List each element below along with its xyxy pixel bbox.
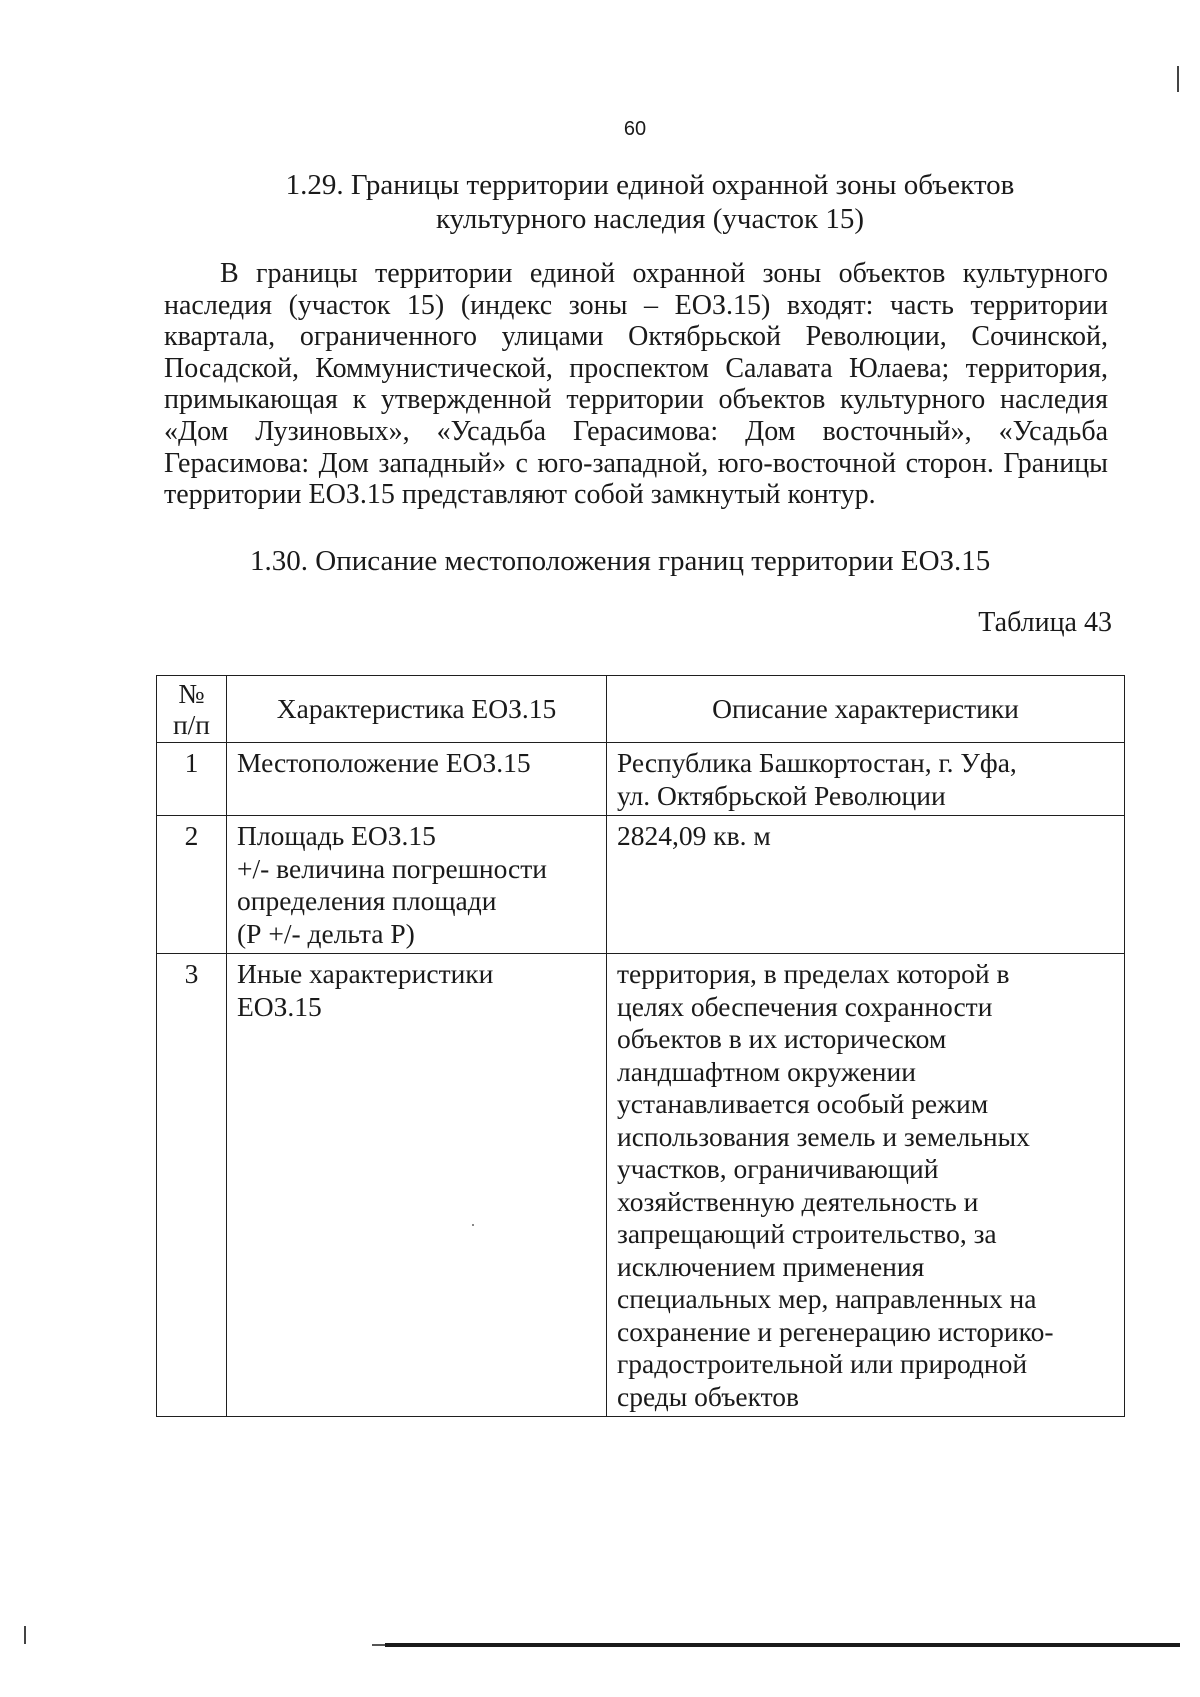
row-description: 2824,09 кв. м: [607, 816, 1125, 954]
table-row: [157, 816, 1125, 954]
table-caption: Таблица 43: [978, 607, 1112, 638]
row-characteristic: Площадь ЕОЗ.15 +/- величина погрешности определения площади (Р +/- дельта Р): [227, 816, 607, 954]
section-title: [150, 168, 1150, 236]
row-description: Республика Башкортостан, г. Уфа, ул. Октябрьской Революции: [607, 743, 1125, 816]
section-title-line: культурного наследия (участок 15): [435, 203, 865, 235]
scan-artifact-mark: [1177, 66, 1179, 92]
header-number: № п/п: [157, 676, 227, 743]
page-number: 60: [623, 118, 647, 140]
characteristics-table: [156, 675, 1125, 1417]
row-characteristic: Иные характеристики ЕОЗ.15: [227, 954, 607, 1417]
section-title-line: 1.29. Границы территории единой охранной зоны объектов: [285, 169, 1015, 201]
header-description: Описание характеристики: [607, 676, 1125, 743]
header-characteristic: Характеристика ЕОЗ.15: [227, 676, 607, 743]
scan-artifact-dot: [472, 1224, 474, 1226]
row-number: 2: [157, 816, 227, 954]
table-row: [157, 954, 1125, 1417]
table-row: [157, 743, 1125, 816]
subsection-title: 1.30. Описание местоположения границ территории ЕОЗ.15: [250, 545, 991, 577]
row-number: 3: [157, 954, 227, 1417]
section-paragraph: В границы территории единой охранной зоны объектов культурного наследия (участок 15) (индекс зоны – ЕОЗ.15) входят: часть территории квартала, ограниченного улицами Октябрьской Революции, Сочинской, Посадской, Коммунистической, проспектом Салавата Юлаева; территория, примыкающая к утвержденной территории объектов культурного наследия «Дом Лузиновых», «Усадьба Герасимова: Дом восточный», «Усадьба Герасимова: Дом западный» с юго-западной, юго-восточной сторон. Границы территории ЕОЗ.15 представляют собой замкнутый контур.: [164, 258, 1108, 511]
row-description: территория, в пределах которой в целях обеспечения сохранности объектов в их историческом ландшафтном окружении устанавливается особый режим использования земель и земельных участков, ограничивающий хозяйственную деятельность и запрещающий строительство, за исключением применения специальных мер, направленных на сохранение и регенерацию историко- градостроительной или природной среды объектов: [607, 954, 1125, 1417]
row-characteristic: Местоположение ЕОЗ.15: [227, 743, 607, 816]
scan-artifact-mark: [24, 1626, 26, 1644]
row-number: 1: [157, 743, 227, 816]
footer-rule: [385, 1643, 1180, 1647]
table-header-row: [157, 676, 1125, 743]
